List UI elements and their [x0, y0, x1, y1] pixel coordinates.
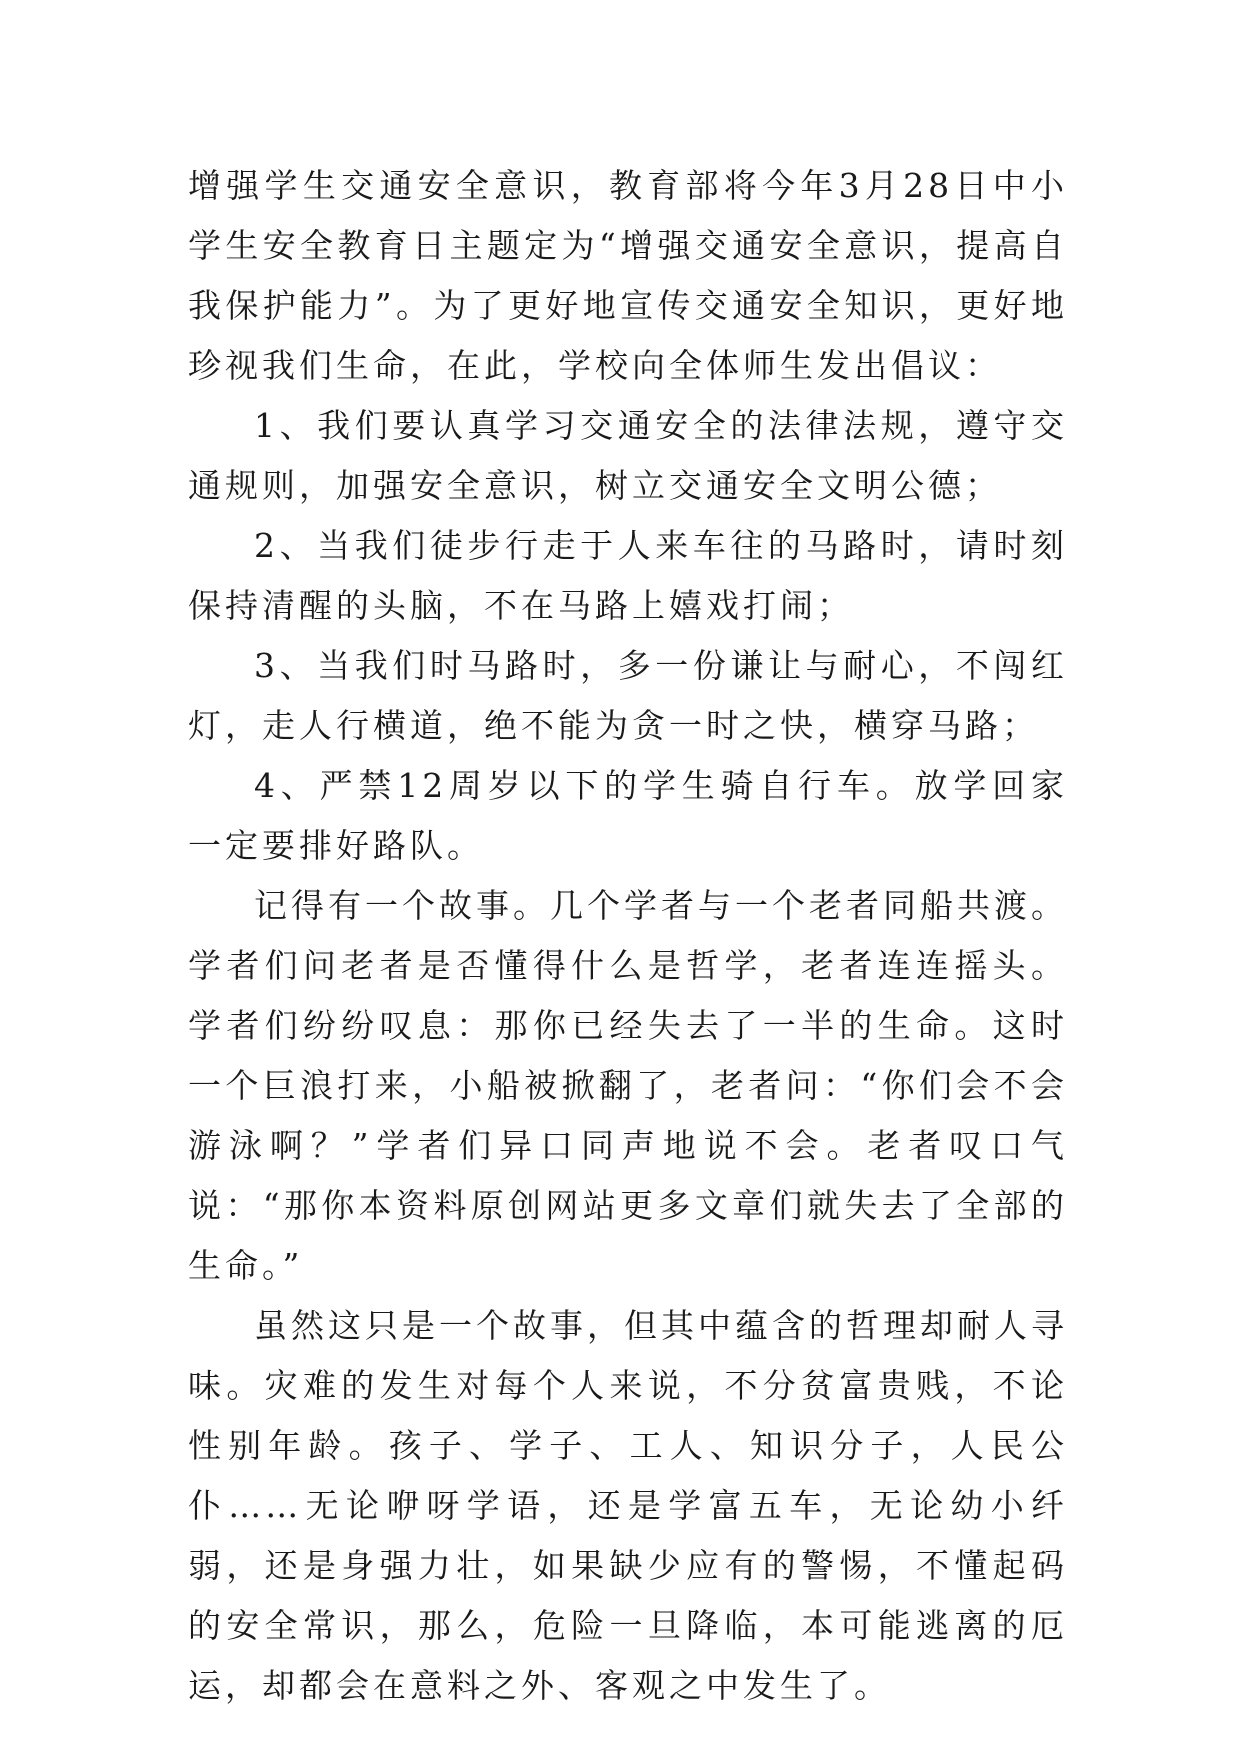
paragraph-story: 记得有一个故事。几个学者与一个老者同船共渡。学者们问老者是否懂得什么是哲学，老者连连摇头。学者们纷纷叹息：那你已经失去了一半的生命。这时一个巨浪打来，小船被掀翻了，老者问：“你们会不会游泳啊？”学者们异口同声地说不会。老者叹口气说：“那你本资料原创网站更多文章们就失去了全部的生命。” [188, 886, 1068, 1285]
document-body [188, 156, 1068, 1716]
paragraph-item-3: 3、当我们时马路时，多一份谦让与耐心，不闯红灯，走人行横道，绝不能为贪一时之快，横穿马路； [188, 646, 1068, 745]
paragraph-intro: 增强学生交通安全意识，教育部将今年3月28日中小学生安全教育日主题定为“增强交通安全意识，提高自我保护能力”。为了更好地宣传交通安全知识，更好地珍视我们生命，在此，学校向全体师生发出倡议： [188, 166, 1068, 385]
paragraph-item-2: 2、当我们徒步行走于人来车往的马路时，请时刻保持清醒的头脑，不在马路上嬉戏打闹； [188, 526, 1068, 625]
paragraph-item-1: 1、我们要认真学习交通安全的法律法规，遵守交通规则，加强安全意识，树立交通安全文明公德； [188, 406, 1068, 505]
paragraph-reflection: 虽然这只是一个故事，但其中蕴含的哲理却耐人寻味。灾难的发生对每个人来说，不分贫富贵贱，不论性别年龄。孩子、学子、工人、知识分子，人民公仆……无论咿呀学语，还是学富五车，无论幼小纤弱，还是身强力壮，如果缺少应有的警惕，不懂起码的安全常识，那么，危险一旦降临，本可能逃离的厄运，却都会在意料之外、客观之中发生了。 [188, 1306, 1068, 1705]
paragraph-item-4: 4、严禁12周岁以下的学生骑自行车。放学回家一定要排好路队。 [188, 766, 1068, 865]
